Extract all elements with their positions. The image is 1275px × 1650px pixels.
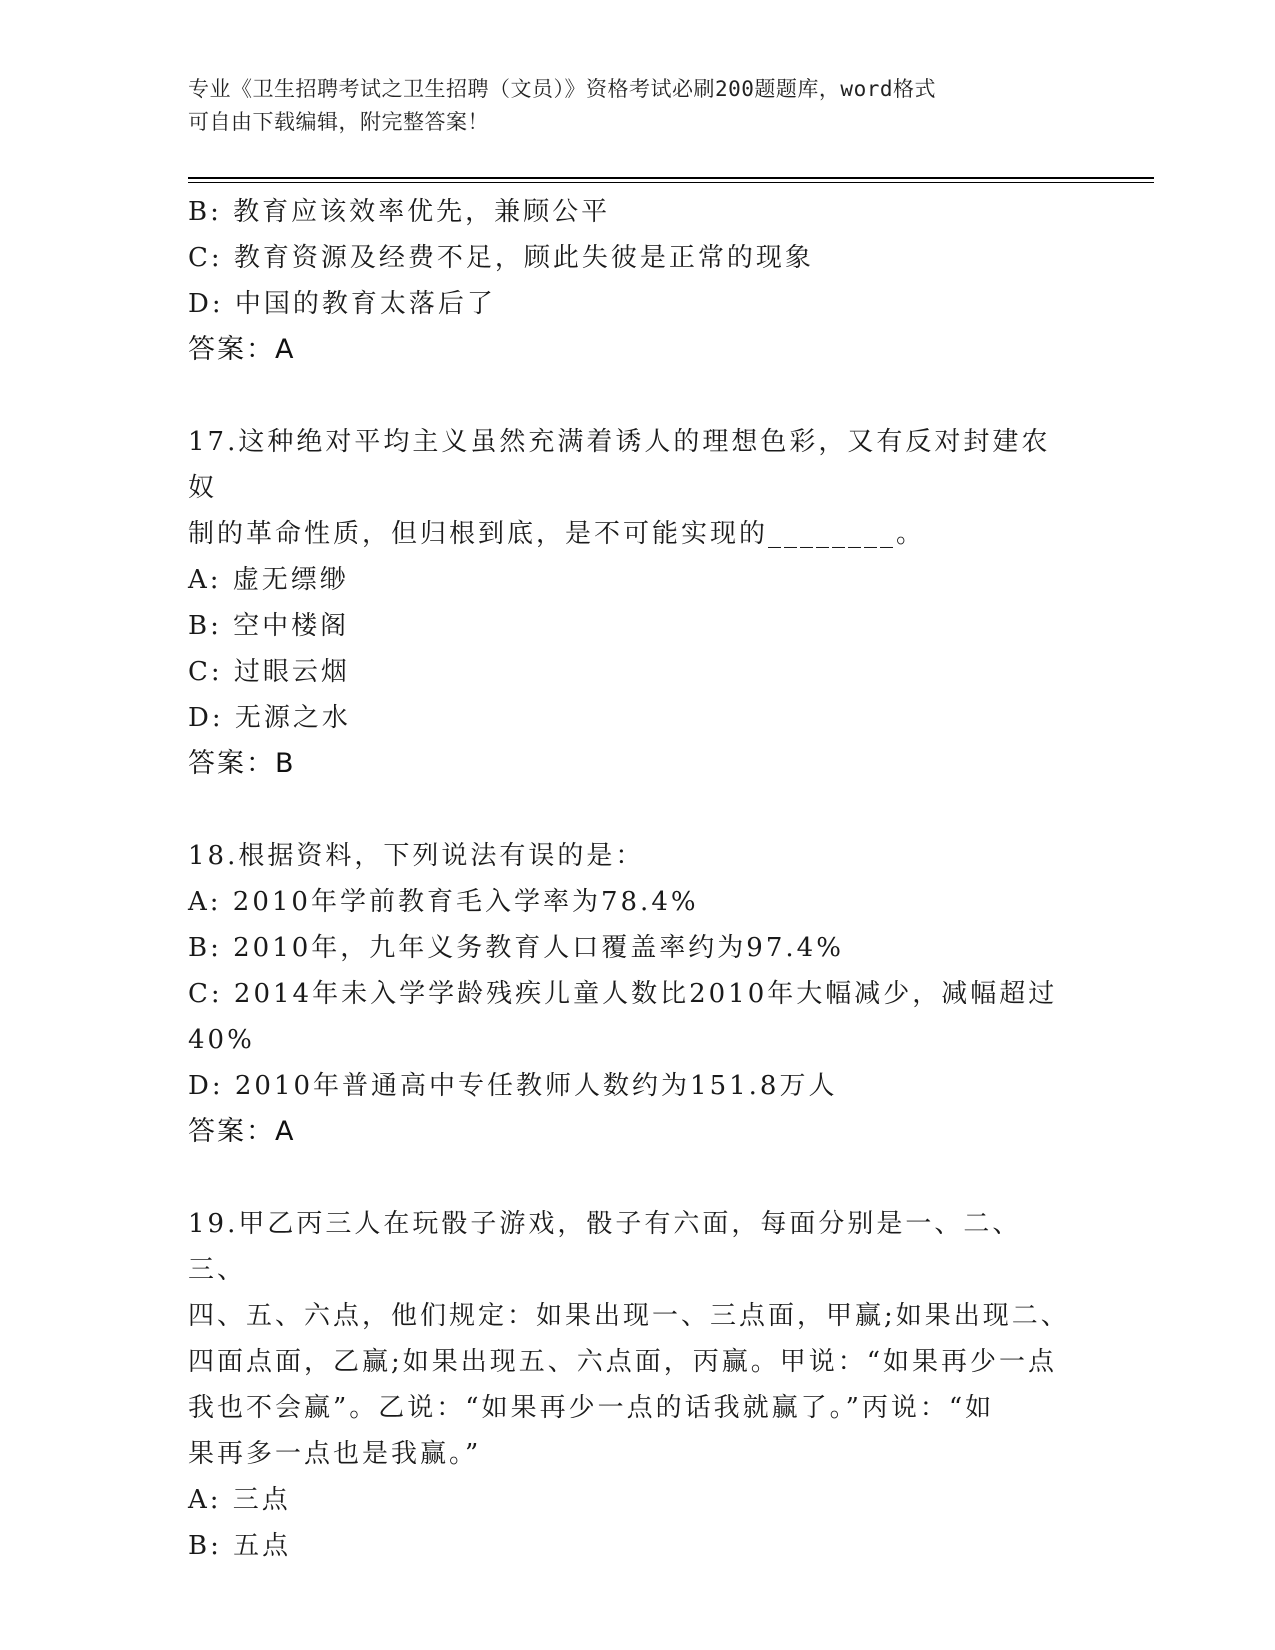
- header-rule-thick: [188, 177, 1154, 179]
- option-c: C: 过眼云烟: [188, 657, 350, 687]
- question-stem-line: 18.根据资料，下列说法有误的是：: [188, 841, 645, 871]
- option-b: B: 教育应该效率优先，兼顾公平: [188, 197, 611, 227]
- option-c: C: 教育资源及经费不足，顾此失彼是正常的现象: [188, 243, 814, 273]
- option-a: A: 2010年学前教育毛入学率为78.4%: [188, 887, 699, 917]
- question-stem-line: 果再多一点也是我赢。”: [188, 1439, 482, 1469]
- question-18: [188, 833, 1078, 1155]
- question-stem-line: 我也不会赢”。乙说：“如果再少一点的话我就赢了。”丙说：“如: [188, 1393, 995, 1423]
- question-19: [188, 1201, 1078, 1569]
- answer-line: 答案：A: [188, 1116, 296, 1147]
- option-a: A: 三点: [188, 1485, 291, 1515]
- answer-line: 答案：B: [188, 748, 296, 779]
- question-stem-line: 四面点面，乙赢;如果出现五、六点面，丙赢。甲说：“如果再少一点: [188, 1347, 1058, 1377]
- option-b: B: 空中楼阁: [188, 611, 350, 641]
- question-stem-line: 四、五、六点，他们规定：如果出现一、三点面，甲赢;如果出现二、: [188, 1301, 1070, 1331]
- option-a: A: 虚无缥缈: [188, 565, 349, 595]
- option-d: D: 2010年普通高中专任教师人数约为151.8万人: [188, 1071, 838, 1101]
- question-stem-line: 17.这种绝对平均主义虽然充满着诱人的理想色彩，又有反对封建农奴: [188, 427, 1051, 503]
- question-stem-line: 19.甲乙丙三人在玩骰子游戏，骰子有六面，每面分别是一、二、三、: [188, 1209, 1022, 1285]
- option-c-continued: 40%: [188, 1025, 255, 1055]
- header-title-line-1: 专业《卫生招聘考试之卫生招聘（文员）》资格考试必刷200题题库，word格式: [188, 77, 936, 101]
- answer-line: 答案：A: [188, 334, 296, 365]
- option-d: D: 无源之水: [188, 703, 351, 733]
- header-title-line-2: 可自由下载编辑，附完整答案！: [188, 110, 489, 134]
- option-d: D: 中国的教育太落后了: [188, 289, 496, 319]
- option-b: B: 五点: [188, 1531, 292, 1561]
- header-rule-thin: [188, 182, 1154, 183]
- document-header: [188, 73, 1088, 139]
- document-body: [188, 189, 1078, 1569]
- option-c: C: 2014年未入学学龄残疾儿童人数比2010年大幅减少，减幅超过: [188, 979, 1058, 1009]
- question-17: [188, 419, 1078, 787]
- option-b: B: 2010年，九年义务教育人口覆盖率约为97.4%: [188, 933, 844, 963]
- question-16-continued: [188, 189, 1078, 373]
- question-stem-line: 制的革命性质，但归根到底，是不可能实现的________。: [188, 519, 926, 549]
